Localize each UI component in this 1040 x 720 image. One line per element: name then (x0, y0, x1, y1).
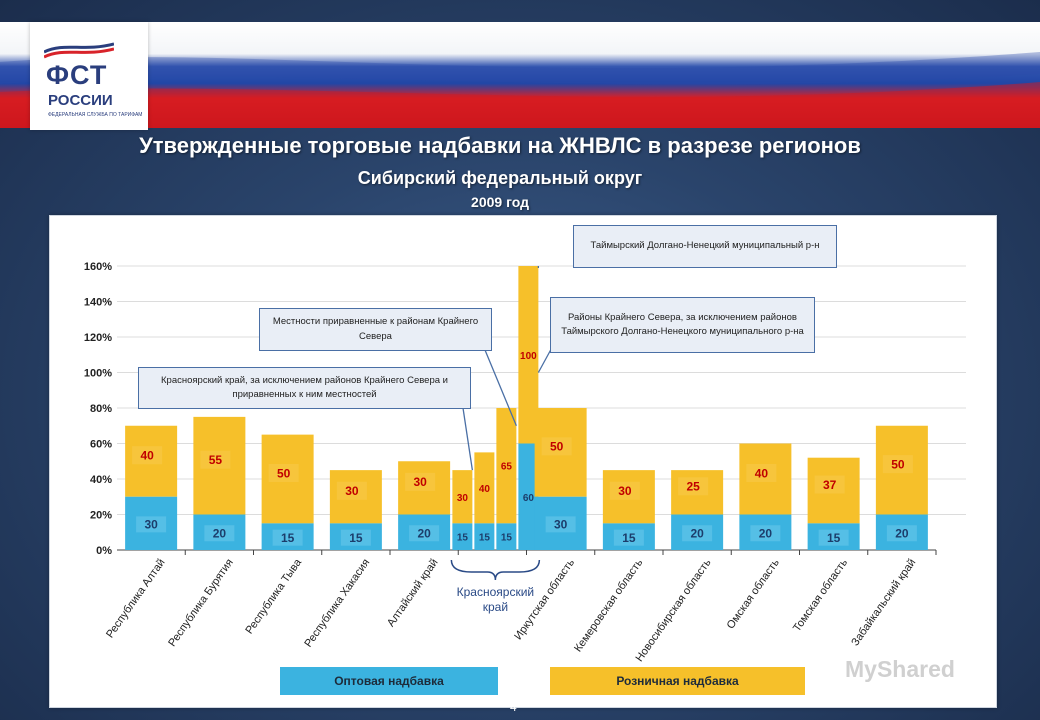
value-label-retail: 100 (520, 350, 537, 362)
logo-brand: ФСТ (46, 60, 108, 90)
value-label-wholesale: 30 (144, 517, 158, 532)
value-label-retail: 40 (478, 483, 490, 495)
legend-wholesale: Оптовая надбавка (280, 667, 498, 695)
legend-retail: Розничная надбавка (550, 667, 805, 695)
y-tick-label: 160% (83, 261, 112, 273)
x-category-label: Алтайский край (384, 556, 441, 630)
x-category-label: Новосибирская область (633, 556, 714, 665)
y-tick-label: 80% (89, 403, 112, 415)
bar-chart (50, 216, 996, 707)
value-label-retail: 30 (413, 475, 427, 490)
x-category-label: Забайкальский край (849, 556, 919, 649)
value-label-retail: 55 (208, 453, 223, 468)
logo-subtitle: ФЕДЕРАЛЬНАЯ СЛУЖБА ПО ТАРИФАМ (48, 112, 143, 118)
value-label-retail: 50 (549, 439, 564, 454)
fst-logo (30, 22, 148, 130)
value-label-retail: 40 (140, 448, 154, 463)
value-label-retail: 50 (891, 457, 905, 472)
value-label-wholesale: 20 (758, 526, 773, 541)
y-tick-label: 0% (96, 545, 112, 557)
value-label-wholesale: 15 (826, 531, 841, 546)
flag-banner (0, 22, 1040, 128)
page-title: Утвержденные торговые надбавки на ЖНВЛС в разрезе регионов (139, 133, 861, 158)
value-label-wholesale: 30 (553, 517, 568, 532)
page-year: 2009 год (471, 194, 529, 210)
value-label-retail: 65 (500, 461, 512, 473)
x-category-label: Республика Тыва (243, 556, 305, 637)
flag-stripes-icon (44, 42, 114, 60)
callout-pointer (463, 408, 472, 470)
x-category-label: Республика Хакасия (302, 556, 373, 650)
x-category-label: Иркутская область (512, 556, 578, 643)
value-label-wholesale: 20 (417, 526, 431, 541)
callout-taimyr: Таймырский Долгано-Ненецкий муниципальный р-н (573, 225, 837, 268)
x-category-label: Томская область (790, 556, 851, 635)
x-category-label: Республика Алтай (104, 556, 168, 641)
value-label-wholesale: 20 (212, 526, 227, 541)
value-label-wholesale: 15 (280, 531, 295, 546)
value-label-wholesale: 20 (690, 526, 704, 541)
value-label-wholesale: 15 (456, 532, 468, 544)
value-label-wholesale: 15 (500, 532, 512, 544)
y-tick-label: 120% (83, 332, 112, 344)
group-label: Красноярский (456, 585, 535, 599)
group-brace (451, 560, 539, 580)
value-label-wholesale: 15 (622, 531, 636, 546)
value-label-retail: 30 (618, 484, 632, 499)
value-label-retail: 30 (456, 492, 468, 504)
y-tick-label: 40% (89, 474, 112, 486)
value-label-wholesale: 60 (522, 492, 534, 504)
value-label-retail: 30 (345, 484, 359, 499)
group-label: край (482, 600, 509, 614)
value-label-retail: 37 (822, 477, 837, 492)
x-category-label: Омская область (724, 556, 782, 632)
value-label-retail: 25 (686, 479, 700, 494)
value-label-wholesale: 15 (478, 532, 490, 544)
x-category-label: Республика Бурятия (166, 556, 236, 649)
value-label-retail: 50 (276, 466, 291, 481)
y-tick-label: 60% (89, 438, 112, 451)
y-tick-label: 140% (83, 296, 112, 309)
value-label-wholesale: 20 (895, 526, 909, 541)
value-label-wholesale: 15 (349, 531, 363, 546)
callout-equated: Местности приравненные к районам Крайнего Севера (259, 308, 492, 351)
callout-krasnoyarsk: Красноярский край, за исключением районов Крайнего Севера и приравненных к ним местностей (138, 367, 471, 409)
callout-far-north: Районы Крайнего Севера, за исключением районов Таймырского Долгано-Ненецкого муниципального р-на (550, 297, 815, 353)
watermark: MyShared (845, 656, 955, 682)
logo-country: РОССИИ (48, 92, 113, 109)
page-subtitle: Сибирский федеральный округ (357, 168, 643, 188)
chart-panel (49, 215, 997, 708)
page-number: 4 (510, 700, 517, 714)
x-category-label: Кемеровская область (572, 556, 646, 655)
y-tick-label: 20% (89, 509, 112, 522)
y-tick-label: 100% (83, 367, 112, 380)
value-label-retail: 40 (754, 466, 769, 481)
